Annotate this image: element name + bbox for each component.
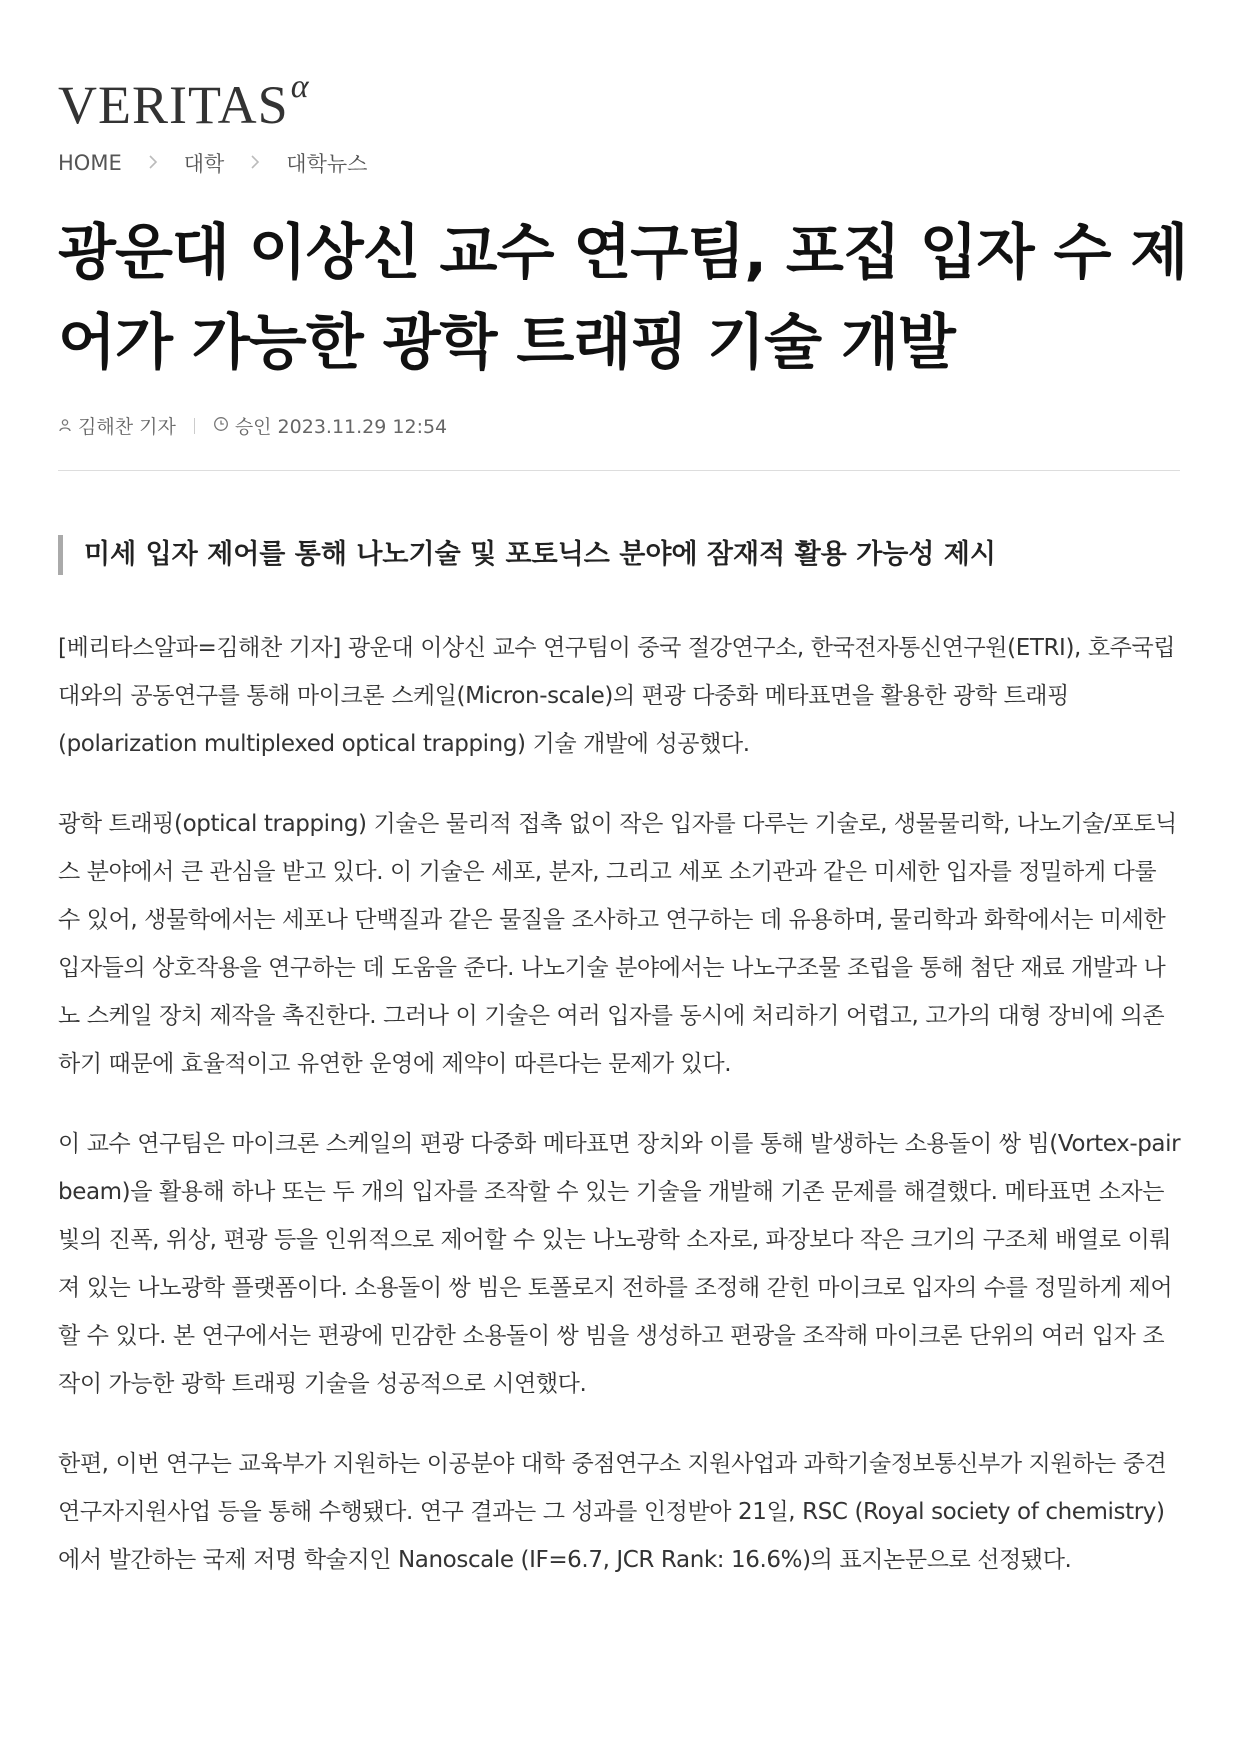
header-divider bbox=[58, 470, 1180, 471]
breadcrumb-home[interactable]: HOME bbox=[58, 151, 122, 175]
approved-time: 승인 2023.11.29 12:54 bbox=[234, 416, 448, 438]
site-logo[interactable] bbox=[58, 68, 310, 135]
breadcrumb-category[interactable]: 대학뉴스 bbox=[286, 152, 368, 176]
article-paragraph: 이 교수 연구팀은 마이크론 스케일의 편광 다중화 메타표면 장치와 이를 통해 발생하는 소용돌이 쌍 빔(Vortex-pair beam)을 활용해 하나 또는 두 개의 입자를 조작할 수 있는 기술을 개발해 기존 문제를 해결했다. 메타표면 소자는 빛의 진폭, 위상, 편광 등을 인위적으로 제어할 수 있는 나노광학 소자로, 파장보다 작은 크기의 구조체 배열로 이뤄져 있는 나노광학 플랫폼이다. 소용돌이 쌍 빔은 토폴로지 전하를 조정해 갇힌 마이크로 입자의 수를 정밀하게 제어할 수 있다. 본 연구에서는 편광에 민감한 소용돌이 쌍 빔을 생성하고 편광을 조작해 마이크론 단위의 여러 입자 조작이 가능한 광학 트래핑 기술을 성공적으로 시연했다. bbox=[58, 1131, 1181, 1397]
article-paragraph: [베리타스알파=김해찬 기자] 광운대 이상신 교수 연구팀이 중국 절강연구소, 한국전자통신연구원(ETRI), 호주국립대와의 공동연구를 통해 마이크론 스케일(Micron-scale)의 편광 다중화 메타표면을 활용한 광학 트래핑(polarization multiplexed optical trapping) 기술 개발에 성공했다. bbox=[58, 635, 1176, 757]
logo-text: VERITAS bbox=[58, 75, 289, 135]
person-icon bbox=[58, 415, 72, 437]
article-meta bbox=[58, 412, 447, 439]
chevron-right-icon bbox=[250, 151, 260, 175]
article-paragraph: 한편, 이번 연구는 교육부가 지원하는 이공분야 대학 중점연구소 지원사업과 과학기술정보통신부가 지원하는 중견연구자지원사업 등을 통해 수행됐다. 연구 결과는 그 성과를 인정받아 21일, RSC (Royal society of chemistry)에서 발간하는 국제 저명 학술지인 Nanoscale (IF=6.7, JCR Rank: 16.6%)의 표지논문으로 선정됐다. bbox=[58, 1451, 1167, 1573]
meta-divider bbox=[194, 418, 195, 434]
breadcrumb bbox=[58, 148, 367, 178]
breadcrumb-section[interactable]: 대학 bbox=[183, 152, 225, 176]
logo-alpha-mark: α bbox=[290, 68, 310, 105]
article-subtitle: 미세 입자 제어를 통해 나노기술 및 포토닉스 분야에 잠재적 활용 가능성 제시 bbox=[58, 535, 1184, 575]
article-title: 광운대 이상신 교수 연구팀, 포집 입자 수 제어가 가능한 광학 트래핑 기술 개발 bbox=[58, 218, 1188, 378]
chevron-right-icon bbox=[148, 151, 158, 175]
article-paragraph: 광학 트래핑(optical trapping) 기술은 물리적 접촉 없이 작은 입자를 다루는 기술로, 생물물리학, 나노기술/포토닉스 분야에서 큰 관심을 받고 있다. 이 기술은 세포, 분자, 그리고 세포 소기관과 같은 미세한 입자를 정밀하게 다룰 수 있어, 생물학에서는 세포나 단백질과 같은 물질을 조사하고 연구하는 데 유용하며, 물리학과 화학에서는 미세한 입자들의 상호작용을 연구하는 데 도움을 준다. 나노기술 분야에서는 나노구조물 조립을 통해 첨단 재료 개발과 나노 스케일 장치 제작을 촉진한다. 그러나 이 기술은 여러 입자를 동시에 처리하기 어렵고, 고가의 대형 장비에 의존하기 때문에 효율적이고 유연한 운영에 제약이 따른다는 문제가 있다. bbox=[58, 811, 1177, 1077]
article-body bbox=[58, 624, 1182, 1616]
author-name[interactable]: 김해찬 기자 bbox=[78, 416, 176, 438]
clock-icon bbox=[213, 415, 229, 437]
